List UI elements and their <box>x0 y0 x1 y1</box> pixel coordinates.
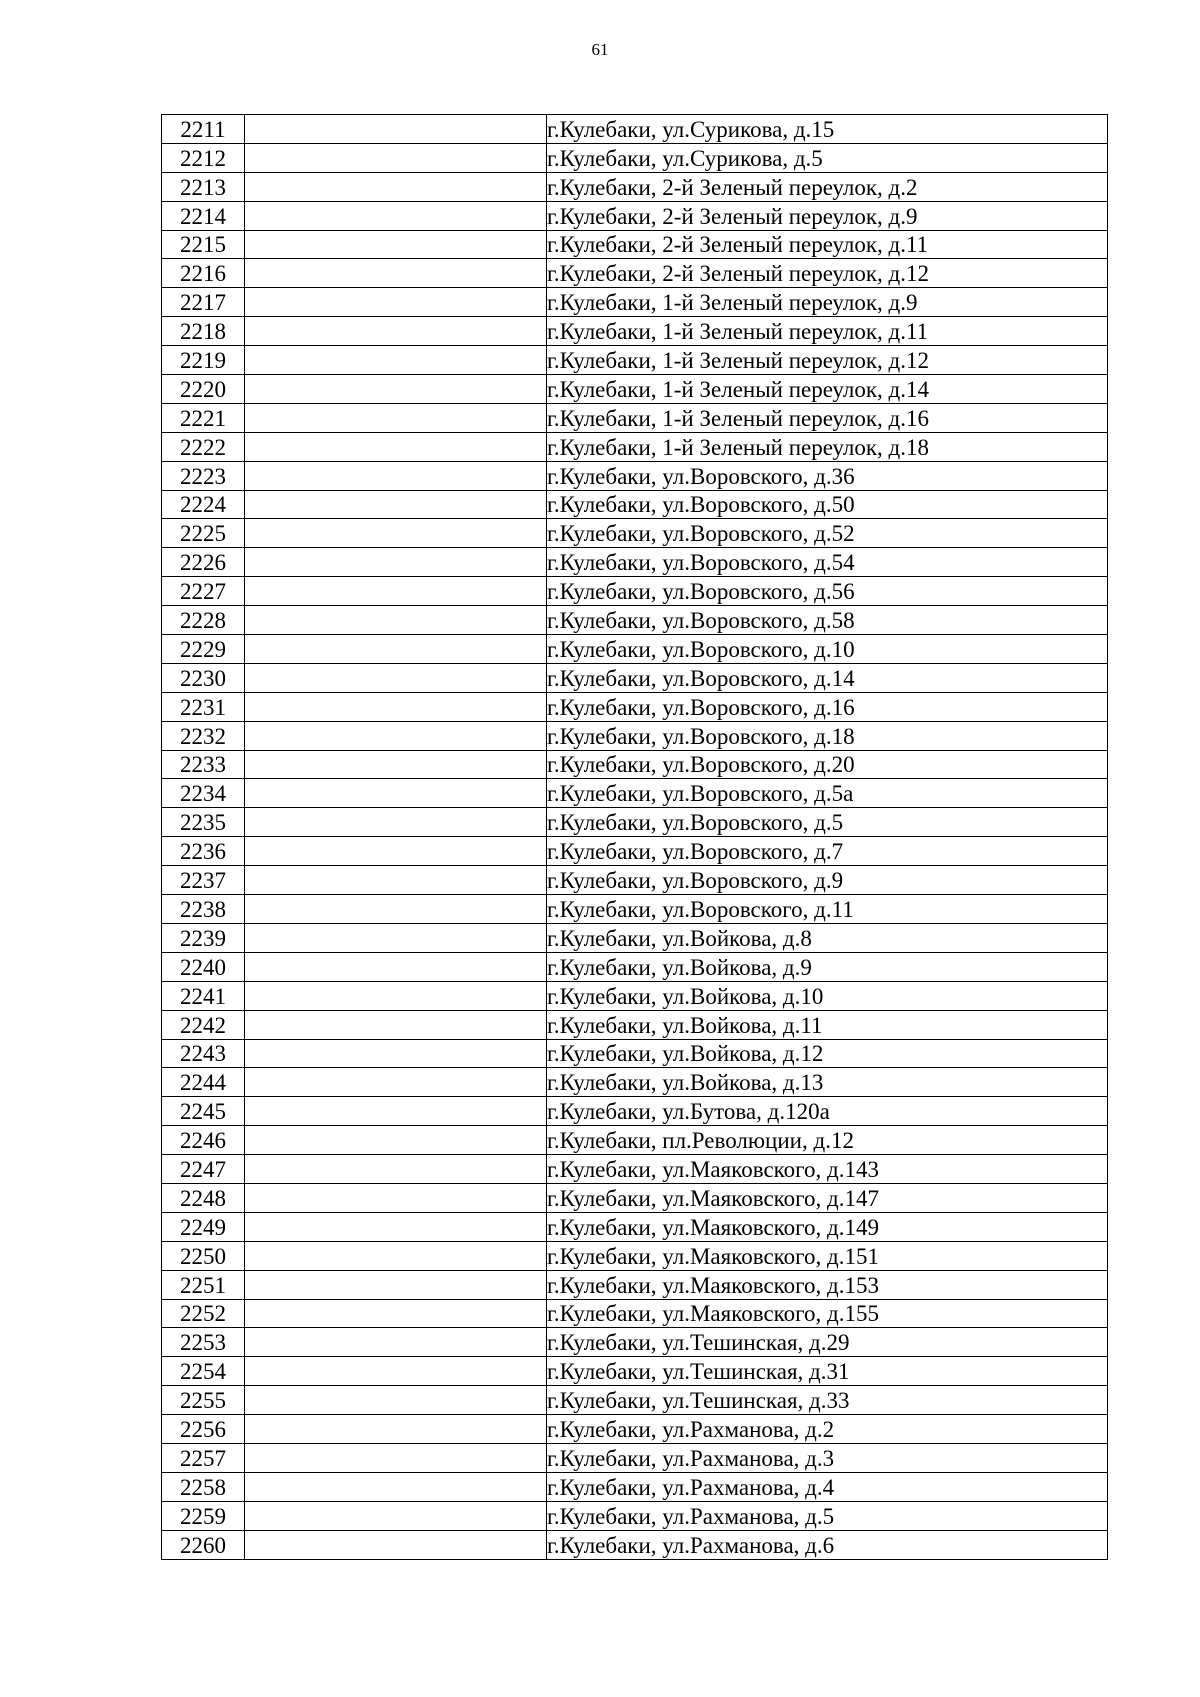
name-cell <box>245 692 547 721</box>
name-cell <box>245 808 547 837</box>
row-number-cell: 2226 <box>162 548 245 577</box>
name-cell <box>245 317 547 346</box>
row-number-cell: 2217 <box>162 288 245 317</box>
name-cell <box>245 143 547 172</box>
address-cell: г.Кулебаки, ул.Маяковского, д.151 <box>547 1241 1108 1270</box>
table-row <box>162 1097 1108 1126</box>
name-cell <box>245 1357 547 1386</box>
name-cell <box>245 635 547 664</box>
row-number-cell: 2225 <box>162 519 245 548</box>
table-row <box>162 1183 1108 1212</box>
address-cell: г.Кулебаки, ул.Воровского, д.5а <box>547 779 1108 808</box>
table-row <box>162 1155 1108 1184</box>
address-cell: г.Кулебаки, ул.Воровского, д.14 <box>547 663 1108 692</box>
address-cell: г.Кулебаки, ул.Рахманова, д.6 <box>547 1530 1108 1559</box>
row-number-cell: 2221 <box>162 403 245 432</box>
table-row <box>162 1299 1108 1328</box>
name-cell <box>245 750 547 779</box>
address-cell: г.Кулебаки, 2-й Зеленый переулок, д.11 <box>547 230 1108 259</box>
row-number-cell: 2237 <box>162 866 245 895</box>
row-number-cell: 2228 <box>162 606 245 635</box>
table-row <box>162 490 1108 519</box>
row-number-cell: 2243 <box>162 1039 245 1068</box>
address-cell: г.Кулебаки, ул.Воровского, д.11 <box>547 895 1108 924</box>
address-cell: г.Кулебаки, 1-й Зеленый переулок, д.16 <box>547 403 1108 432</box>
table-row <box>162 172 1108 201</box>
address-cell: г.Кулебаки, ул.Тешинская, д.33 <box>547 1386 1108 1415</box>
name-cell <box>245 403 547 432</box>
table-row <box>162 750 1108 779</box>
table-row <box>162 1415 1108 1444</box>
table-row <box>162 1068 1108 1097</box>
row-number-cell: 2239 <box>162 923 245 952</box>
row-number-cell: 2258 <box>162 1472 245 1501</box>
name-cell <box>245 577 547 606</box>
row-number-cell: 2224 <box>162 490 245 519</box>
address-cell: г.Кулебаки, ул.Воровского, д.56 <box>547 577 1108 606</box>
table-row <box>162 923 1108 952</box>
address-cell: г.Кулебаки, ул.Воровского, д.18 <box>547 721 1108 750</box>
address-cell: г.Кулебаки, ул.Войкова, д.8 <box>547 923 1108 952</box>
row-number-cell: 2218 <box>162 317 245 346</box>
name-cell <box>245 1126 547 1155</box>
row-number-cell: 2235 <box>162 808 245 837</box>
name-cell <box>245 1097 547 1126</box>
name-cell <box>245 1443 547 1472</box>
name-cell <box>245 895 547 924</box>
table-row <box>162 1501 1108 1530</box>
row-number-cell: 2248 <box>162 1183 245 1212</box>
table-row <box>162 1386 1108 1415</box>
address-cell: г.Кулебаки, ул.Рахманова, д.4 <box>547 1472 1108 1501</box>
address-cell: г.Кулебаки, ул.Воровского, д.7 <box>547 837 1108 866</box>
address-cell: г.Кулебаки, ул.Войкова, д.9 <box>547 952 1108 981</box>
table-row <box>162 115 1108 144</box>
name-cell <box>245 490 547 519</box>
row-number-cell: 2259 <box>162 1501 245 1530</box>
address-cell: г.Кулебаки, 1-й Зеленый переулок, д.18 <box>547 432 1108 461</box>
address-cell: г.Кулебаки, ул.Воровского, д.54 <box>547 548 1108 577</box>
table-row <box>162 1010 1108 1039</box>
row-number-cell: 2260 <box>162 1530 245 1559</box>
name-cell <box>245 952 547 981</box>
table-row <box>162 1039 1108 1068</box>
table-row <box>162 259 1108 288</box>
name-cell <box>245 1270 547 1299</box>
table-row <box>162 1212 1108 1241</box>
table-row <box>162 981 1108 1010</box>
row-number-cell: 2245 <box>162 1097 245 1126</box>
row-number-cell: 2250 <box>162 1241 245 1270</box>
address-cell: г.Кулебаки, ул.Тешинская, д.31 <box>547 1357 1108 1386</box>
address-cell: г.Кулебаки, ул.Воровского, д.36 <box>547 461 1108 490</box>
row-number-cell: 2254 <box>162 1357 245 1386</box>
name-cell <box>245 1241 547 1270</box>
table-row <box>162 432 1108 461</box>
address-cell: г.Кулебаки, ул.Войкова, д.11 <box>547 1010 1108 1039</box>
row-number-cell: 2246 <box>162 1126 245 1155</box>
address-cell: г.Кулебаки, ул.Бутова, д.120а <box>547 1097 1108 1126</box>
row-number-cell: 2229 <box>162 635 245 664</box>
name-cell <box>245 1068 547 1097</box>
address-cell: г.Кулебаки, ул.Маяковского, д.153 <box>547 1270 1108 1299</box>
row-number-cell: 2253 <box>162 1328 245 1357</box>
table-row <box>162 721 1108 750</box>
table-row <box>162 635 1108 664</box>
name-cell <box>245 1530 547 1559</box>
name-cell <box>245 923 547 952</box>
address-table-body <box>162 115 1108 1560</box>
row-number-cell: 2213 <box>162 172 245 201</box>
address-cell: г.Кулебаки, 1-й Зеленый переулок, д.12 <box>547 346 1108 375</box>
address-cell: г.Кулебаки, ул.Сурикова, д.15 <box>547 115 1108 144</box>
name-cell <box>245 721 547 750</box>
table-row <box>162 692 1108 721</box>
row-number-cell: 2212 <box>162 143 245 172</box>
address-cell: г.Кулебаки, пл.Революции, д.12 <box>547 1126 1108 1155</box>
address-table <box>161 114 1108 1560</box>
name-cell <box>245 201 547 230</box>
name-cell <box>245 1299 547 1328</box>
name-cell <box>245 1212 547 1241</box>
row-number-cell: 2215 <box>162 230 245 259</box>
row-number-cell: 2251 <box>162 1270 245 1299</box>
row-number-cell: 2252 <box>162 1299 245 1328</box>
row-number-cell: 2219 <box>162 346 245 375</box>
name-cell <box>245 461 547 490</box>
address-cell: г.Кулебаки, ул.Воровского, д.9 <box>547 866 1108 895</box>
row-number-cell: 2240 <box>162 952 245 981</box>
name-cell <box>245 1039 547 1068</box>
name-cell <box>245 779 547 808</box>
table-row <box>162 663 1108 692</box>
name-cell <box>245 866 547 895</box>
name-cell <box>245 172 547 201</box>
row-number-cell: 2214 <box>162 201 245 230</box>
row-number-cell: 2232 <box>162 721 245 750</box>
address-cell: г.Кулебаки, ул.Воровского, д.20 <box>547 750 1108 779</box>
row-number-cell: 2249 <box>162 1212 245 1241</box>
table-row <box>162 346 1108 375</box>
address-cell: г.Кулебаки, 1-й Зеленый переулок, д.11 <box>547 317 1108 346</box>
row-number-cell: 2216 <box>162 259 245 288</box>
address-cell: г.Кулебаки, ул.Войкова, д.12 <box>547 1039 1108 1068</box>
row-number-cell: 2233 <box>162 750 245 779</box>
address-cell: г.Кулебаки, ул.Воровского, д.10 <box>547 635 1108 664</box>
name-cell <box>245 519 547 548</box>
name-cell <box>245 375 547 404</box>
row-number-cell: 2211 <box>162 115 245 144</box>
address-cell: г.Кулебаки, 2-й Зеленый переулок, д.2 <box>547 172 1108 201</box>
name-cell <box>245 981 547 1010</box>
address-cell: г.Кулебаки, ул.Рахманова, д.5 <box>547 1501 1108 1530</box>
address-cell: г.Кулебаки, 1-й Зеленый переулок, д.14 <box>547 375 1108 404</box>
address-cell: г.Кулебаки, 2-й Зеленый переулок, д.9 <box>547 201 1108 230</box>
name-cell <box>245 837 547 866</box>
name-cell <box>245 346 547 375</box>
address-cell: г.Кулебаки, ул.Воровского, д.50 <box>547 490 1108 519</box>
table-row <box>162 461 1108 490</box>
table-row <box>162 952 1108 981</box>
table-row <box>162 1472 1108 1501</box>
name-cell <box>245 1183 547 1212</box>
row-number-cell: 2234 <box>162 779 245 808</box>
address-cell: г.Кулебаки, ул.Маяковского, д.143 <box>547 1155 1108 1184</box>
name-cell <box>245 1155 547 1184</box>
table-row <box>162 230 1108 259</box>
address-cell: г.Кулебаки, ул.Воровского, д.58 <box>547 606 1108 635</box>
row-number-cell: 2244 <box>162 1068 245 1097</box>
name-cell <box>245 288 547 317</box>
table-row <box>162 375 1108 404</box>
table-row <box>162 317 1108 346</box>
address-cell: г.Кулебаки, ул.Рахманова, д.3 <box>547 1443 1108 1472</box>
table-row <box>162 895 1108 924</box>
row-number-cell: 2257 <box>162 1443 245 1472</box>
row-number-cell: 2230 <box>162 663 245 692</box>
address-cell: г.Кулебаки, ул.Маяковского, д.155 <box>547 1299 1108 1328</box>
table-row <box>162 1357 1108 1386</box>
name-cell <box>245 663 547 692</box>
name-cell <box>245 1010 547 1039</box>
name-cell <box>245 1328 547 1357</box>
name-cell <box>245 1415 547 1444</box>
address-cell: г.Кулебаки, ул.Тешинская, д.29 <box>547 1328 1108 1357</box>
address-cell: г.Кулебаки, ул.Маяковского, д.149 <box>547 1212 1108 1241</box>
address-cell: г.Кулебаки, ул.Войкова, д.10 <box>547 981 1108 1010</box>
row-number-cell: 2256 <box>162 1415 245 1444</box>
table-row <box>162 201 1108 230</box>
table-row <box>162 403 1108 432</box>
name-cell <box>245 548 547 577</box>
table-row <box>162 143 1108 172</box>
row-number-cell: 2242 <box>162 1010 245 1039</box>
address-table-container <box>161 114 1108 1560</box>
name-cell <box>245 1386 547 1415</box>
name-cell <box>245 259 547 288</box>
name-cell <box>245 115 547 144</box>
address-cell: г.Кулебаки, ул.Сурикова, д.5 <box>547 143 1108 172</box>
table-row <box>162 1328 1108 1357</box>
table-row <box>162 606 1108 635</box>
name-cell <box>245 1501 547 1530</box>
table-row <box>162 288 1108 317</box>
table-row <box>162 577 1108 606</box>
table-row <box>162 779 1108 808</box>
address-cell: г.Кулебаки, 2-й Зеленый переулок, д.12 <box>547 259 1108 288</box>
row-number-cell: 2238 <box>162 895 245 924</box>
name-cell <box>245 606 547 635</box>
address-cell: г.Кулебаки, ул.Войкова, д.13 <box>547 1068 1108 1097</box>
address-cell: г.Кулебаки, ул.Рахманова, д.2 <box>547 1415 1108 1444</box>
row-number-cell: 2231 <box>162 692 245 721</box>
row-number-cell: 2247 <box>162 1155 245 1184</box>
table-row <box>162 1270 1108 1299</box>
name-cell <box>245 1472 547 1501</box>
table-row <box>162 866 1108 895</box>
address-cell: г.Кулебаки, 1-й Зеленый переулок, д.9 <box>547 288 1108 317</box>
address-cell: г.Кулебаки, ул.Воровского, д.16 <box>547 692 1108 721</box>
row-number-cell: 2220 <box>162 375 245 404</box>
address-cell: г.Кулебаки, ул.Воровского, д.5 <box>547 808 1108 837</box>
table-row <box>162 837 1108 866</box>
table-row <box>162 808 1108 837</box>
row-number-cell: 2241 <box>162 981 245 1010</box>
address-cell: г.Кулебаки, ул.Маяковского, д.147 <box>547 1183 1108 1212</box>
table-row <box>162 548 1108 577</box>
address-cell: г.Кулебаки, ул.Воровского, д.52 <box>547 519 1108 548</box>
row-number-cell: 2223 <box>162 461 245 490</box>
row-number-cell: 2236 <box>162 837 245 866</box>
table-row <box>162 1443 1108 1472</box>
name-cell <box>245 230 547 259</box>
table-row <box>162 1126 1108 1155</box>
page-number: 61 <box>591 40 609 59</box>
name-cell <box>245 432 547 461</box>
table-row <box>162 1530 1108 1559</box>
table-row <box>162 519 1108 548</box>
table-row <box>162 1241 1108 1270</box>
row-number-cell: 2255 <box>162 1386 245 1415</box>
row-number-cell: 2222 <box>162 432 245 461</box>
row-number-cell: 2227 <box>162 577 245 606</box>
